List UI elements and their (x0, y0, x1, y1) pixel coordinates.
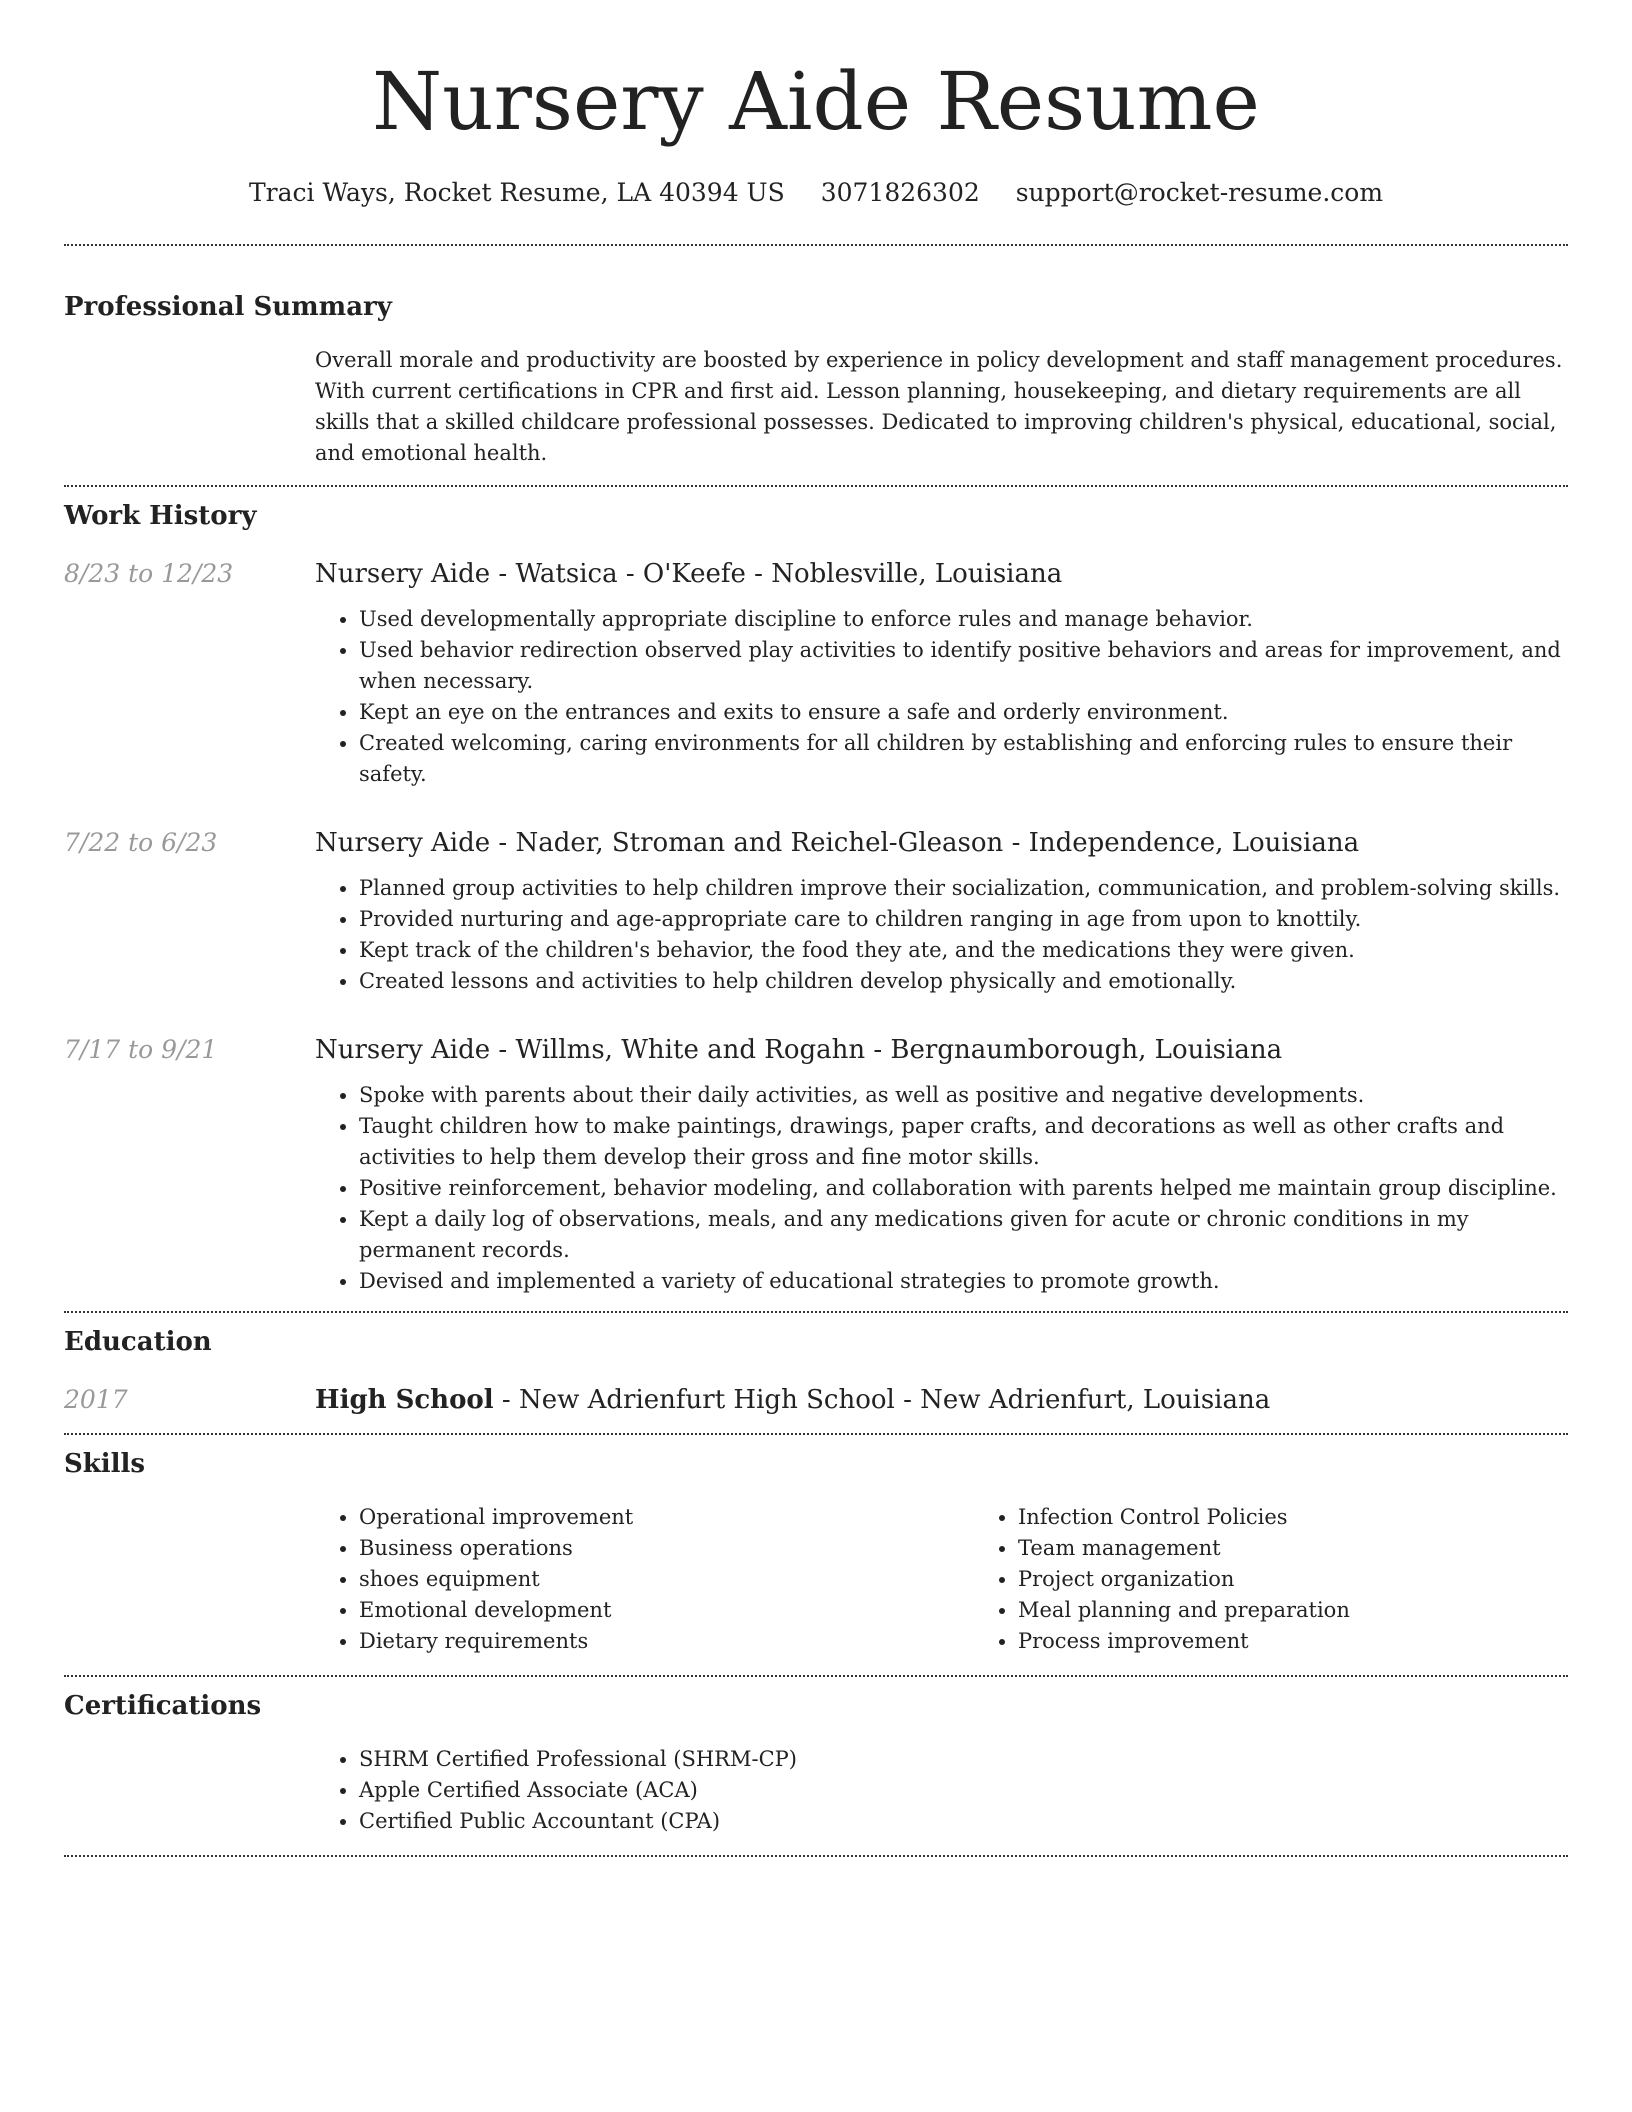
list-item: • Project organization (1018, 1564, 1632, 1595)
job-bullets (315, 604, 1568, 790)
education-year: 2017 (64, 1385, 128, 1414)
job-bullets (315, 1080, 1568, 1297)
contact-address: Traci Ways, Rocket Resume, LA 40394 US (248, 178, 785, 207)
certifications-list (315, 1744, 1568, 1837)
list-item: • Positive reinforcement, behavior modeling, and collaboration with parents helped me maintain group discipline. (359, 1173, 1568, 1204)
list-item: • Created welcoming, caring environments for all children by establishing and enforcing rules to ensure their safety. (359, 728, 1568, 790)
list-item: • Devised and implemented a variety of educational strategies to promote growth. (359, 1266, 1568, 1297)
list-item: • Process improvement (1018, 1626, 1632, 1657)
page-title: Nursery Aide Resume (372, 55, 1260, 148)
list-item: • Kept an eye on the entrances and exits to ensure a safe and orderly environment. (359, 697, 1568, 728)
education-degree: High School (315, 1385, 494, 1415)
list-item: • Emotional development (359, 1595, 974, 1626)
job-dates: 7/17 to 9/21 (64, 1035, 218, 1064)
contact-line (64, 176, 1568, 210)
list-item: • Planned group activities to help children improve their socialization, communication, and problem-solving skills. (359, 873, 1568, 904)
divider (64, 244, 1568, 246)
work-history-heading: Work History (64, 501, 257, 531)
job-dates: 8/23 to 12/23 (64, 559, 234, 588)
divider (64, 485, 1568, 487)
education-entry (64, 1383, 1568, 1417)
summary-section (64, 290, 1568, 469)
list-item: • Business operations (359, 1533, 974, 1564)
contact-phone: 3071826302 (820, 178, 980, 207)
list-item: • Dietary requirements (359, 1626, 974, 1657)
divider (64, 1311, 1568, 1313)
certifications-section (64, 1689, 1568, 1837)
list-item: • Meal planning and preparation (1018, 1595, 1632, 1626)
list-item: • Kept a daily log of observations, meals, and any medications given for acute or chronic conditions in my permanent records. (359, 1204, 1568, 1266)
skills-section (64, 1447, 1568, 1657)
education-heading: Education (64, 1327, 212, 1357)
job-entry (64, 826, 1568, 997)
divider (64, 1675, 1568, 1677)
education-section (64, 1325, 1568, 1417)
work-history-section (64, 499, 1568, 1297)
summary-text: Overall morale and productivity are boosted by experience in policy development and staff management procedures. With current certifications in CPR and first aid. Lesson planning, housekeeping, and dietary requirements are all skills that a skilled childcare professional possesses. Dedicated to improving children's physical, educational, social, and emotional health. (315, 348, 1563, 465)
list-item: • Spoke with parents about their daily activities, as well as positive and negative developments. (359, 1080, 1568, 1111)
list-item: • Team management (1018, 1533, 1632, 1564)
certifications-heading: Certifications (64, 1691, 262, 1721)
list-item: • Apple Certified Associate (ACA) (359, 1775, 1568, 1806)
list-item: • Used behavior redirection observed play activities to identify positive behaviors and areas for improvement, and when necessary. (359, 635, 1568, 697)
list-item: • Provided nurturing and age-appropriate care to children ranging in age from upon to knottily. (359, 904, 1568, 935)
contact-email: support@rocket-resume.com (1015, 178, 1384, 207)
list-item: • Used developmentally appropriate discipline to enforce rules and manage behavior. (359, 604, 1568, 635)
job-dates: 7/22 to 6/23 (64, 828, 218, 857)
job-bullets (315, 873, 1568, 997)
list-item: • Kept track of the children's behavior, the food they ate, and the medications they were given. (359, 935, 1568, 966)
list-item: • shoes equipment (359, 1564, 974, 1595)
divider (64, 1433, 1568, 1435)
job-entry (64, 1033, 1568, 1297)
job-title: Nursery Aide - Nader, Stroman and Reichel-Gleason - Independence, Louisiana (315, 828, 1360, 858)
skills-heading: Skills (64, 1449, 146, 1479)
list-item: • Infection Control Policies (1018, 1502, 1632, 1533)
job-title: Nursery Aide - Willms, White and Rogahn - Bergnaumborough, Louisiana (315, 1035, 1283, 1065)
summary-heading: Professional Summary (64, 292, 392, 322)
list-item: • Certified Public Accountant (CPA) (359, 1806, 1568, 1837)
list-item: • Taught children how to make paintings, drawings, paper crafts, and decorations as well as other crafts and activities to help them develop their gross and fine motor skills. (359, 1111, 1568, 1173)
skills-list-right (974, 1502, 1632, 1657)
education-school: - New Adrienfurt High School - New Adrienfurt, Louisiana (493, 1385, 1271, 1415)
list-item: • Operational improvement (359, 1502, 974, 1533)
job-entry (64, 557, 1568, 790)
list-item: • SHRM Certified Professional (SHRM-CP) (359, 1744, 1568, 1775)
skills-list-left (315, 1502, 974, 1657)
job-title: Nursery Aide - Watsica - O'Keefe - Noblesville, Louisiana (315, 559, 1063, 589)
divider (64, 1855, 1568, 1857)
list-item: • Created lessons and activities to help children develop physically and emotionally. (359, 966, 1568, 997)
